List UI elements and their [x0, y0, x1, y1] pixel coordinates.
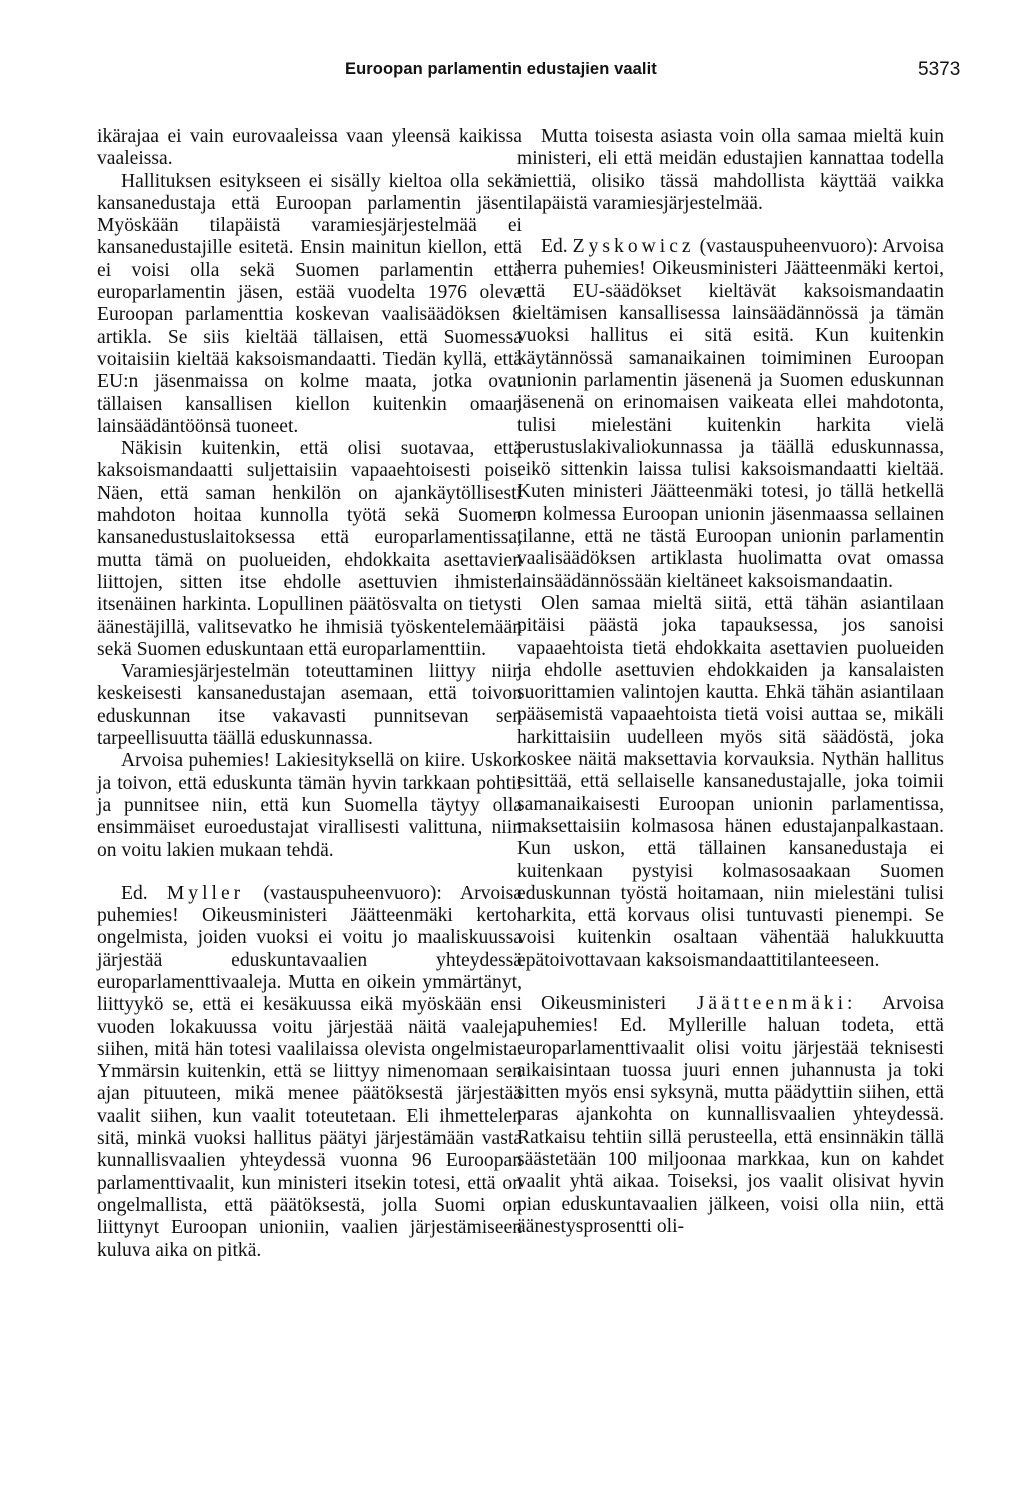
- paragraph: Arvoisa puhemies! Lakiesityksellä on kiire. Uskon ja toivon, että eduskunta tämän hyvin tarkkaan pohtii ja punnitsee niin, että kun Suomella täytyy olla ensimmäiset euroedustajat virallisesti valittuna, niin on voitu lakien mukaan tehdä.: [97, 750, 522, 861]
- speaker-name: Myller: [166, 882, 245, 904]
- speaker-name: Jäätteenmäki: [696, 992, 848, 1014]
- paragraph-gap: [517, 215, 944, 236]
- speech-paragraph: [97, 883, 522, 1262]
- running-header: [0, 60, 1024, 90]
- paragraph-gap: [517, 972, 944, 993]
- paragraph: Hallituksen esitykseen ei sisälly kieltoa olla sekä kansanedustaja että Euroopan parlamentin jäsen. Myöskään tilapäistä varamiesjärjestelmää ei kansanedustajille esitetä. Ensin mainitun kiellon, että ei voisi olla sekä Suomen parlamentin että europarlamentin jäsen, estää vuodelta 1976 oleva Euroopan parlamenttia koskevan vaalisäädöksen 8 artikla. Se siis kieltää tällaisen, että Suomessa voitaisiin kieltää kaksoismandaatti. Tiedän kyllä, että EU:n jäsenmaissa on kolme maata, jotka ovat tällaisen kansallisen kiellon kuitenkin omaan lainsäädäntöönsä tuoneet.: [97, 170, 522, 437]
- paragraph: ikärajaa ei vain eurovaaleissa vaan yleensä kaikissa vaaleissa.: [97, 126, 522, 170]
- speech-text: : Arvoisa puhemies! Ed. Myllerille haluan todeta, että europarlamenttivaalit olisi voitu järjestää teknisesti aikaisintaan tuossa juuri ennen juhannusta ja toki sitten myös ensi syksynä, mutta päädyttiin siihen, että paras ajankohta on kunnallisvaalien yhteydessä. Ratkaisu tehtiin sillä perusteella, että ensinnäkin tällä säästetään 100 miljoonaa markkaa, kun on kahdet vaalit yhtä aikaa. Toiseksi, jos vaalit olisivat hyvin pian eduskuntavaalien jälkeen, voisi olla niin, että äänestysprosentti oli-: [517, 992, 944, 1237]
- speech-paragraph: [517, 993, 944, 1238]
- left-column: [97, 126, 522, 1262]
- paragraph: Mutta toisesta asiasta voin olla samaa mieltä kuin ministeri, eli että meidän edustajien kannattaa todella miettiä, olisiko tässä mahdollista käyttää vaikka tilapäistä varamiesjärjestelmää.: [517, 126, 944, 214]
- paragraph: Näkisin kuitenkin, että olisi suotavaa, että kaksoismandaatti suljettaisiin vapaaehtoisesti pois. Näen, että saman henkilön on ajankäytöllisesti mahdoton hoitaa kunnolla työtä sekä Suomen kansanedustuslaitoksessa että europarlamentissa, mutta tämä on puolueiden, ehdokkaita asettavien liittojen, sitten itse ehdolle asettuvien ihmisten itsenäinen harkinta. Lopullinen päätösvalta on tietysti äänestäjillä, valitsevatko he ihmisiä työskentelemään sekä Suomen eduskuntaan että europarlamenttiin.: [97, 438, 522, 660]
- speech-text: (vastauspuheenvuoro): Arvoisa puhemies! Oikeusministeri Jäätteenmäki kertoi ongelmista, joiden vuoksi ei voitu jo maaliskuussa järjestää eduskuntavaalien yhteydessä europarlamenttivaaleja. Mutta en oikein ymmärtänyt, liittyykö se, että ei kesäkuussa eikä myöskään ensi vuoden lokakuussa voitu järjestää näitä vaaleja, siihen, mitä hän totesi vaalilaissa olevista ongelmista. Ymmärsin kuitenkin, että se liittyy nimenomaan sen ajan pituuteen, mikä menee päätöksestä järjestää vaalit siihen, kun vaalit toteutetaan. Eli ihmettelen sitä, minkä vuoksi hallitus päätyi järjestämään vasta kunnallisvaalien yhteydessä vuonna 96 Euroopan parlamenttivaalit, kun ministeri itsekin totesi, että on ongelmallista, että päätöksestä, jolla Suomi on liittynyt Euroopan unioniin, vaalien järjestämiseen kuluva aika on pitkä.: [97, 882, 522, 1261]
- speaker-prefix: Oikeusministeri: [541, 992, 667, 1014]
- speaker-prefix: Ed.: [541, 236, 568, 258]
- right-column: [517, 126, 944, 1238]
- paragraph: Varamiesjärjestelmän toteuttaminen liittyy niin keskeisesti kansanedustajan asemaan, että toivon eduskunnan itse vakavasti punnitsevan sen tarpeellisuutta täällä eduskunnassa.: [97, 661, 522, 750]
- page-number: 5373: [918, 59, 961, 80]
- speaker-name: Zyskowicz: [572, 236, 695, 258]
- speaker-prefix: Ed.: [121, 882, 148, 904]
- paragraph-gap: [97, 862, 522, 883]
- paragraph: Olen samaa mieltä siitä, että tähän asiantilaan pitäisi päästä joka tapauksessa, jos sanoisi vapaaehtoista tietä ehdokkaita asettavien puolueiden ja ehdolle asettuvien ehdokkaiden ja kansalaisten suorittamien valintojen kautta. Ehkä tähän asiantilaan pääsemistä vapaaehtoista tietä voisi auttaa se, mikäli harkittaisiin uudelleen myös sitä säädöstä, joka koskee näitä maksettavia korvauksia. Nythän hallitus esittää, että sellaiselle kansanedustajalle, joka toimii samanaikaisesti Euroopan unionin parlamentissa, maksettaisiin kolmasosa hänen edustajanpalkastaan. Kun uskon, että tällainen kansanedustaja ei kuitenkaan pystyisi kolmasosaakaan Suomen eduskunnan työstä hoitamaan, niin mielestäni tulisi harkita, että korvaus olisi tuntuvasti pienempi. Se voisi kuitenkin osaltaan vähentää halukkuutta epätoivottavaan kaksoismandaattitilanteeseen.: [517, 592, 944, 971]
- page-title: Euroopan parlamentin edustajien vaalit: [345, 60, 657, 78]
- speech-text: (vastauspuheenvuoro): Arvoisa herra puhemies! Oikeusministeri Jäätteenmäki kertoi, että EU-säädökset kieltävät kaksoismandaatin kieltämisen kansallisessa lainsäädännössä ja tämän vuoksi hallitus ei sitä esitä. Kun kuitenkin käytännössä samanaikainen toimiminen Euroopan unionin parlamentin jäsenenä ja Suomen eduskunnan jäsenenä on erinomaisen vaikeata ellei mahdotonta, tulisi mielestäni kuitenkin harkita vielä perustuslakivaliokunnassa ja täällä eduskunnassa, eikö sittenkin laissa tulisi kaksoismandaatti kieltää. Kuten ministeri Jäätteenmäki totesi, jo tällä hetkellä on kolmessa Euroopan unionin jäsenmaassa sellainen tilanne, että ne tästä Euroopan unionin parlamentin vaalisäädöksen artiklasta huolimatta ovat omassa lainsäädännössään kieltäneet kaksoismandaatin.: [517, 236, 944, 592]
- speech-paragraph: [517, 236, 944, 593]
